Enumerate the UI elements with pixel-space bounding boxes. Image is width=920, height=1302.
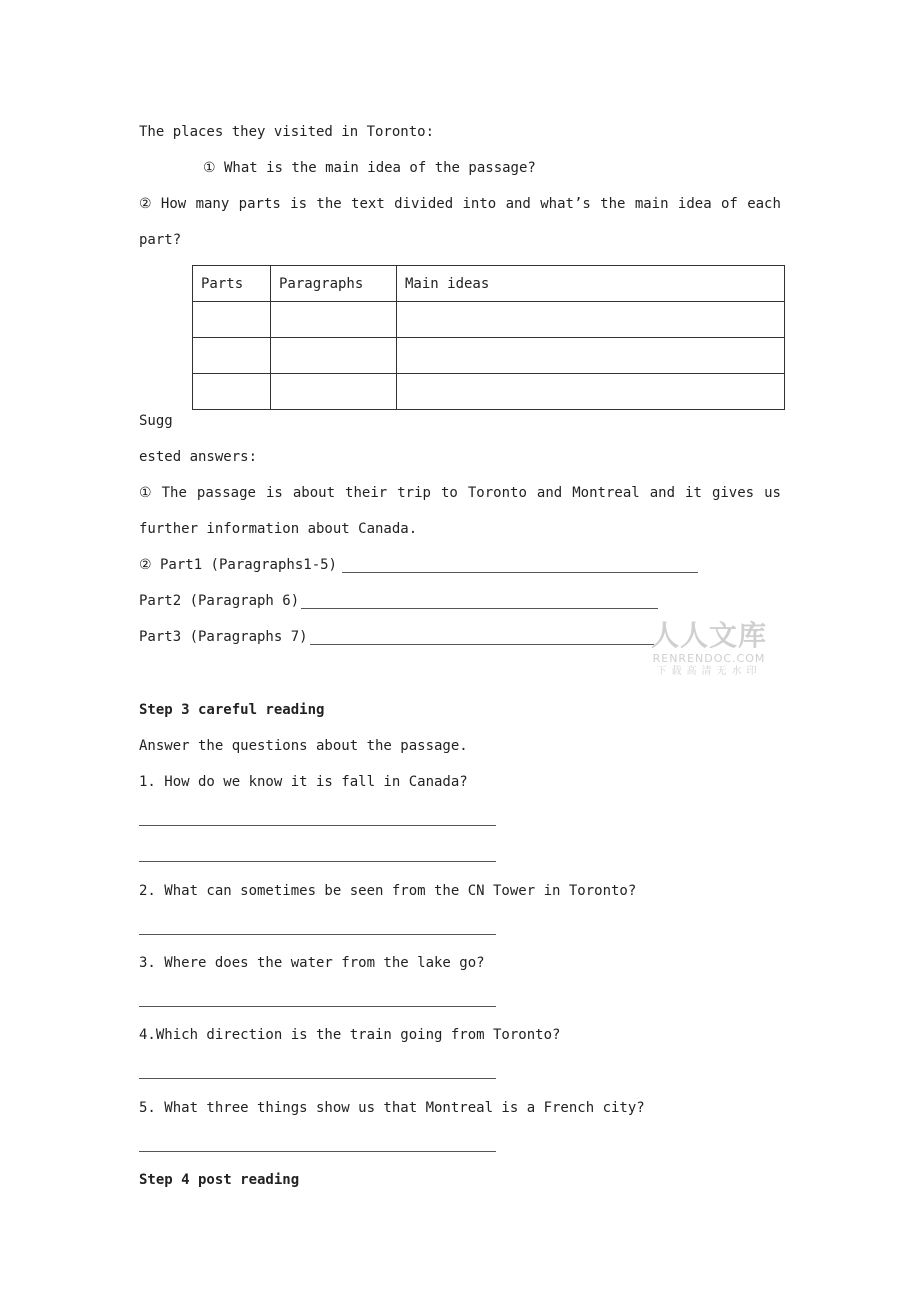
a1-word: Toronto: [467, 485, 527, 501]
table-cell[interactable]: [271, 338, 397, 374]
answer-blank-1a[interactable]: [139, 825, 496, 826]
table-header-parts: Parts: [193, 266, 271, 302]
a1-word: ①: [139, 485, 152, 501]
table-cell[interactable]: [193, 338, 271, 374]
a1-word: and: [536, 485, 563, 501]
step3-instruction: Answer the questions about the passage.: [139, 738, 468, 754]
question-2: 2. What can sometimes be seen from the CN Tower in Toronto?: [139, 883, 637, 899]
a1-word: trip: [397, 485, 431, 501]
q2-word: the: [600, 196, 626, 212]
watermark-title: 人人文库: [650, 619, 767, 652]
suggested-answers-label-part1: Sugg: [139, 413, 173, 429]
q2-word: text: [351, 196, 385, 212]
a1-word: Montreal: [572, 485, 640, 501]
table-header-main-ideas: Main ideas: [397, 266, 785, 302]
table-row: [193, 302, 785, 338]
q2-word: How: [160, 196, 187, 212]
question-3: 3. Where does the water from the lake go?: [139, 955, 485, 971]
a1-word: it: [685, 485, 702, 501]
answer-blank-5[interactable]: [139, 1151, 496, 1152]
answer-part1-blank[interactable]: [342, 572, 698, 573]
table-row: [193, 374, 785, 410]
q2-word: each: [747, 196, 781, 212]
q2-word: and: [505, 196, 531, 212]
table-cell[interactable]: [193, 302, 271, 338]
step3-heading: Step 3 careful reading: [139, 702, 325, 718]
a1-word: their: [345, 485, 388, 501]
answer-part3-label: Part3 (Paragraphs 7): [139, 629, 308, 645]
table-header-row: [193, 266, 785, 302]
watermark-slogan: 下载高清无水印: [656, 666, 762, 677]
answer-part1-label: ② Part1 (Paragraphs1-5): [139, 557, 337, 573]
watermark-domain: RENRENDOC.COM: [652, 652, 766, 665]
table-header-paragraphs: Paragraphs: [271, 266, 397, 302]
q2-word: main: [634, 196, 669, 212]
a1-word: gives: [711, 485, 755, 501]
q2-word: the: [316, 196, 342, 212]
q2-word: what’s: [540, 196, 591, 212]
answer-blank-4[interactable]: [139, 1078, 496, 1079]
a1-word: about: [292, 485, 336, 501]
a1-word: passage: [196, 485, 256, 501]
step4-heading: Step 4 post reading: [139, 1172, 300, 1188]
q2-word: idea: [677, 196, 712, 212]
q2-word: parts: [238, 196, 281, 212]
parts-table: [192, 265, 785, 410]
q2-word: into: [462, 196, 497, 212]
table-cell[interactable]: [397, 374, 785, 410]
table-cell[interactable]: [271, 302, 397, 338]
q2-word: ②: [139, 196, 152, 212]
places-visited-line: The places they visited in Toronto:: [139, 124, 435, 140]
table-cell[interactable]: [397, 302, 785, 338]
suggested-answers-label-part2: ested answers:: [139, 449, 258, 465]
answer-main-idea-line1: [139, 484, 781, 502]
a1-word: The: [161, 485, 187, 501]
a1-word: to: [440, 485, 458, 501]
a1-word: and: [649, 485, 676, 501]
question-parts-line2: part?: [139, 232, 182, 248]
answer-part2-label: Part2 (Paragraph 6): [139, 593, 300, 609]
answer-part2-blank[interactable]: [301, 608, 658, 609]
q2-word: is: [290, 196, 308, 212]
question-4: 4.Which direction is the train going from Toronto?: [139, 1027, 561, 1043]
table-cell[interactable]: [397, 338, 785, 374]
answer-blank-1b[interactable]: [139, 861, 496, 862]
question-parts-line1: [139, 195, 781, 213]
a1-word: is: [265, 485, 283, 501]
watermark-logo: [646, 620, 772, 678]
table-cell[interactable]: [193, 374, 271, 410]
answer-part3-blank[interactable]: [310, 644, 654, 645]
answer-blank-3[interactable]: [139, 1006, 496, 1007]
q2-word: many: [195, 196, 230, 212]
question-1: 1. How do we know it is fall in Canada?: [139, 774, 468, 790]
a1-word: us: [764, 485, 781, 501]
question-5: 5. What three things show us that Montreal is a French city?: [139, 1100, 645, 1116]
table-cell[interactable]: [271, 374, 397, 410]
answer-blank-2[interactable]: [139, 934, 496, 935]
q2-word: divided: [394, 196, 454, 212]
q2-word: of: [720, 196, 738, 212]
question-main-idea: ① What is the main idea of the passage?: [203, 160, 536, 176]
answer-main-idea-line2: further information about Canada.: [139, 521, 418, 537]
table-row: [193, 338, 785, 374]
